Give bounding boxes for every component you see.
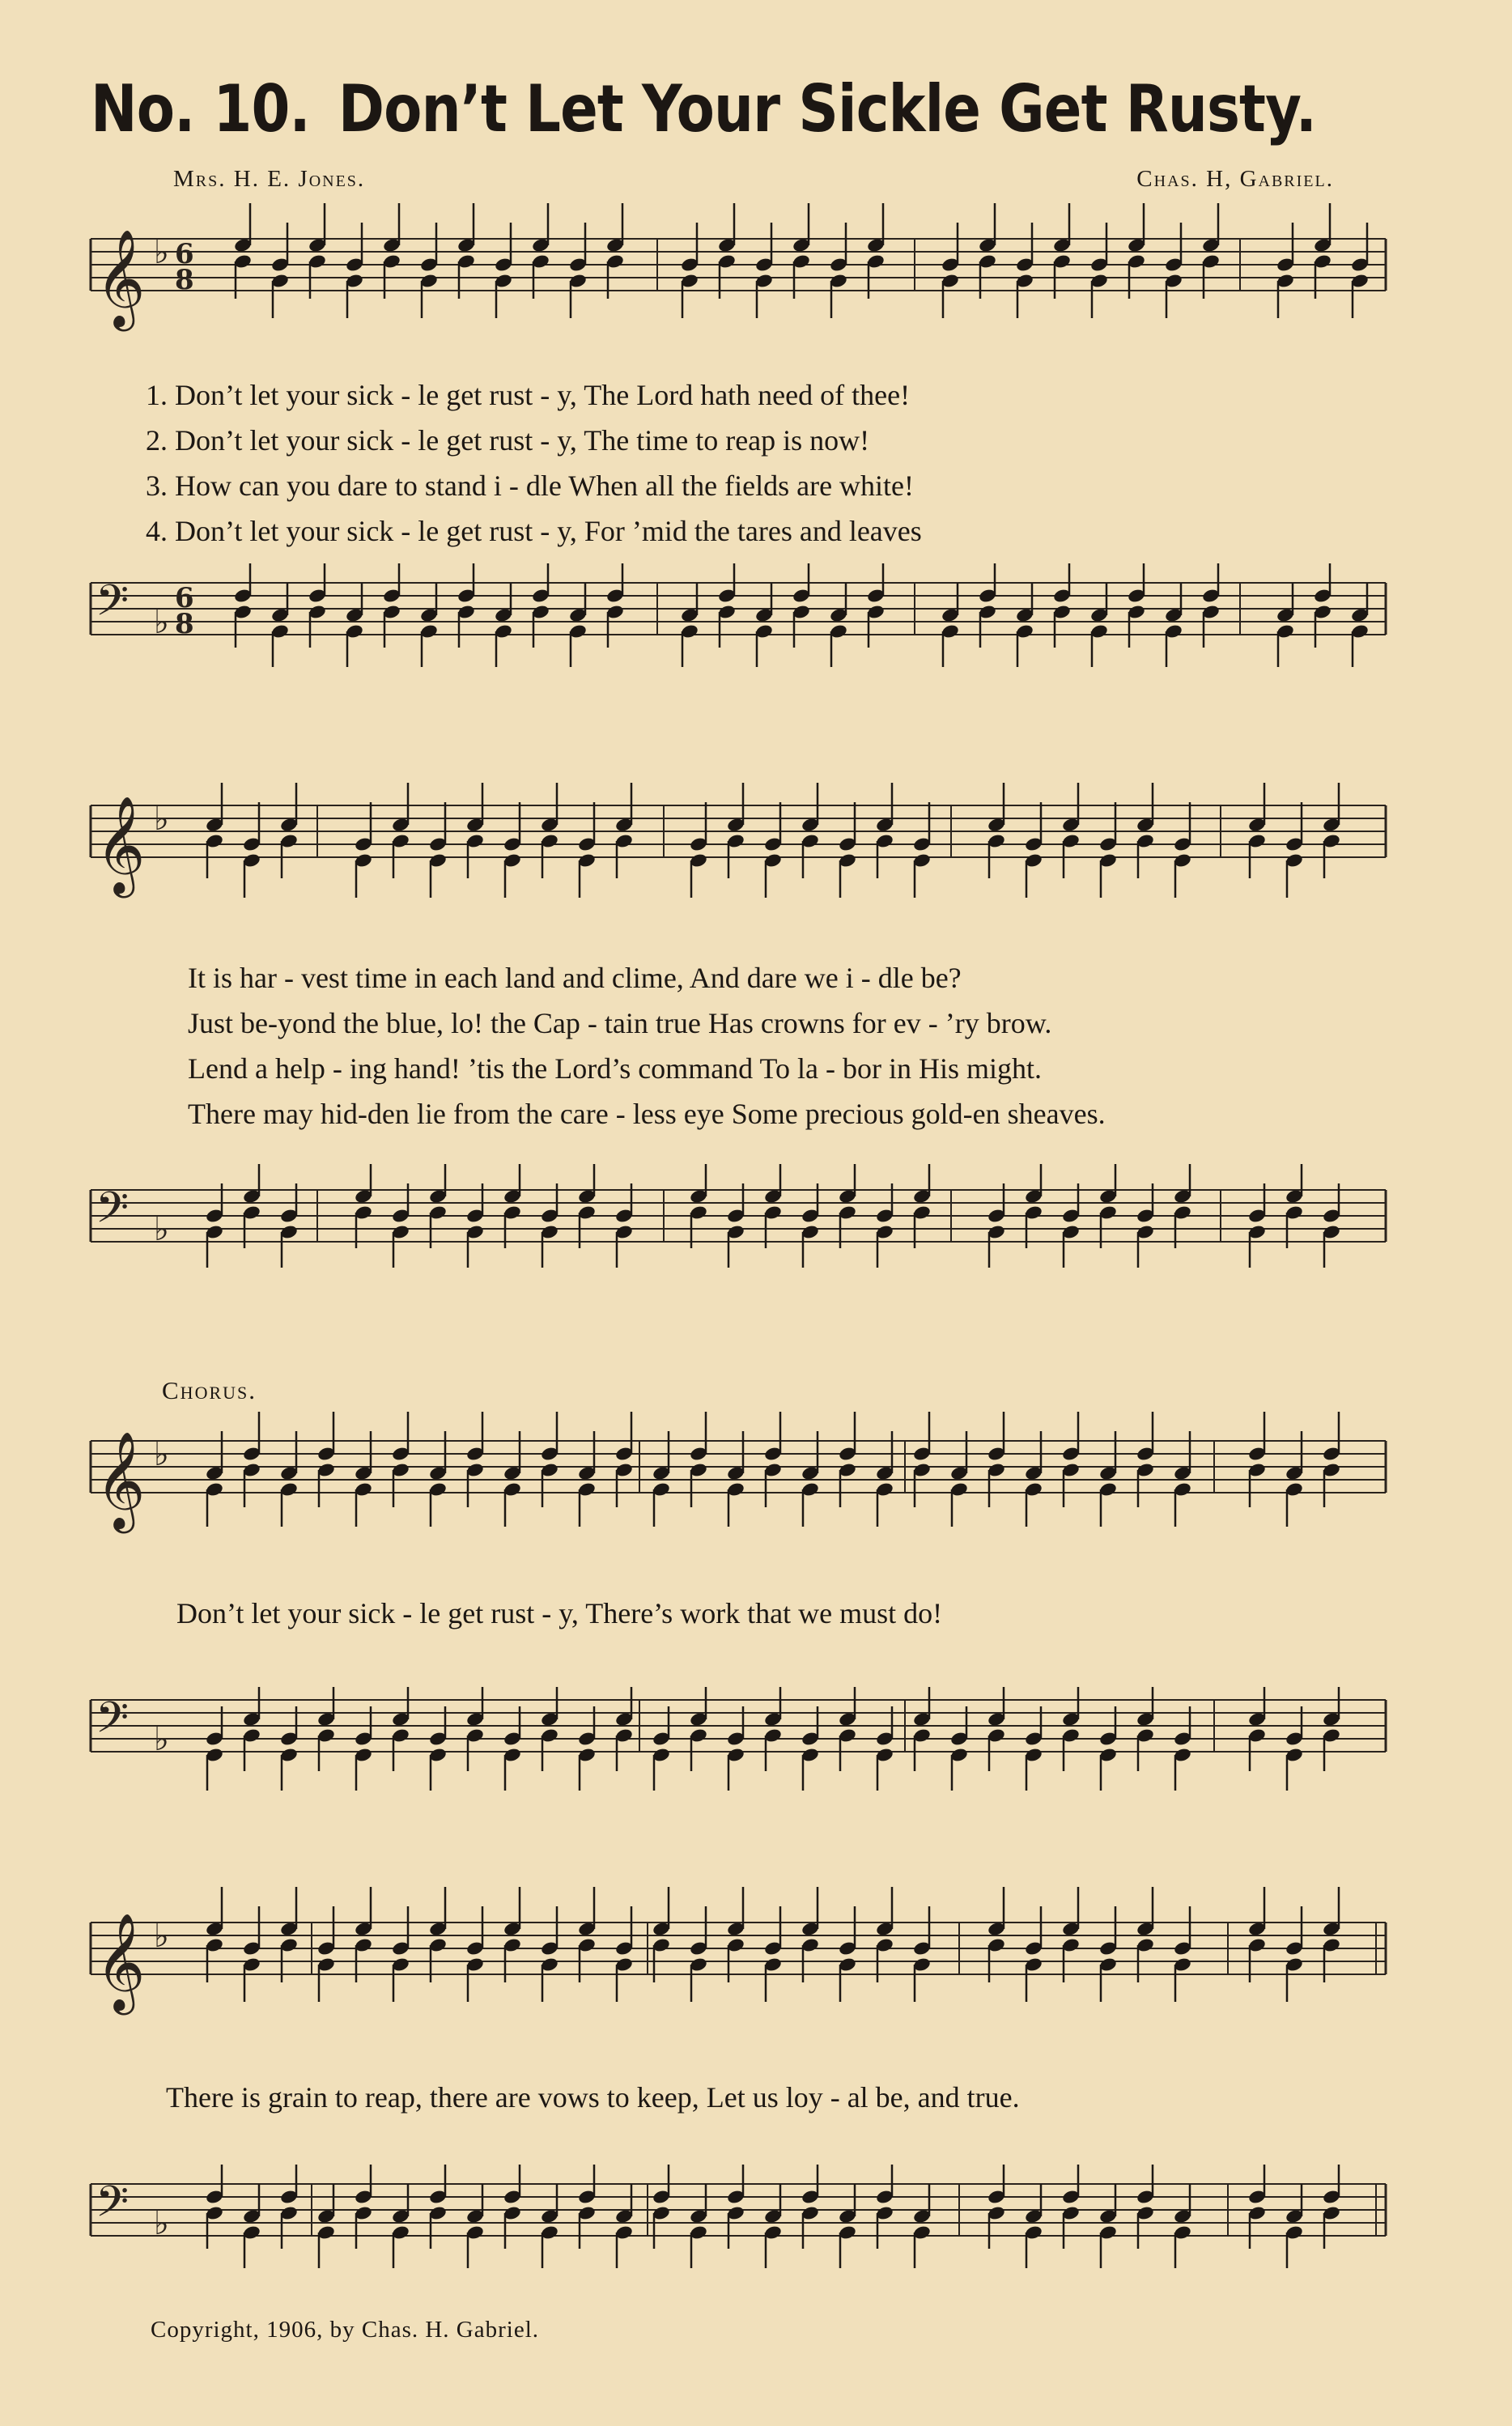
treble-clef: 𝄞 <box>96 795 146 894</box>
verse-2-line-1: 2. Don’t let your sick - le get rust - y, The time to reap is now! <box>146 424 870 457</box>
key-signature-flat: ♭ <box>154 1436 169 1473</box>
system-1-treble-staff <box>0 223 1512 352</box>
hymn-title-line <box>91 71 1317 147</box>
lyricist-credit: Mrs. H. E. Jones. <box>173 166 366 192</box>
treble-clef: 𝄞 <box>96 228 146 327</box>
verse-4-line-2: There may hid-den lie from the care - less eye Some precious gold-en sheaves. <box>188 1098 1106 1130</box>
chorus-label: Chorus. <box>162 1376 257 1404</box>
key-signature-flat: ♭ <box>154 2205 169 2242</box>
verse-3-line-1: 3. How can you dare to stand i - dle When all the fields are white! <box>146 469 915 502</box>
chorus-line-2: There is grain to reap, there are vows to keep, Let us loy - al be, and true. <box>166 2081 1020 2114</box>
key-signature-flat: ♭ <box>154 604 169 641</box>
treble-clef: 𝄞 <box>96 1430 146 1529</box>
key-signature-flat: ♭ <box>154 1721 169 1758</box>
system-3-bass-staff <box>0 1684 1512 1813</box>
verse-lyrics <box>146 372 1360 554</box>
verse-4-line-1: 4. Don’t let your sick - le get rust - y, For ’mid the tares and leaves <box>146 515 922 547</box>
hymn-number: No. 10. <box>91 71 310 147</box>
system-3-treble-staff <box>0 1425 1512 1554</box>
time-signature-numerator: 6 <box>175 582 194 614</box>
time-signature-numerator: 6 <box>175 238 194 270</box>
copyright-notice: Copyright, 1906, by Chas. H. Gabriel. <box>151 2317 540 2343</box>
system-4-bass-staff <box>0 2168 1512 2297</box>
verse-1-line-1: 1. Don’t let your sick - le get rust - y, The Lord hath need of thee! <box>146 379 911 411</box>
system-2-bass-staff <box>0 1174 1512 1303</box>
key-signature-flat: ♭ <box>154 801 169 838</box>
bass-clef: 𝄢 <box>96 576 130 636</box>
verse-1-line-2: It is har - vest time in each land and clime, And dare we i - dle be? <box>188 962 962 994</box>
chorus-line-1: Don’t let your sick - le get rust - y, There’s work that we must do! <box>176 1597 943 1629</box>
time-signature-denominator: 8 <box>175 608 194 640</box>
key-signature-flat: ♭ <box>154 1918 169 1955</box>
bass-clef: 𝄢 <box>96 2177 130 2237</box>
system-1-bass-staff <box>0 567 1512 696</box>
verse-3-line-2: Lend a help - ing hand! ’tis the Lord’s command To la - bor in His might. <box>188 1052 1042 1085</box>
composer-credit: Chas. H, Gabriel. <box>1136 166 1334 192</box>
key-signature-flat: ♭ <box>154 1211 169 1248</box>
verse-2-line-2: Just be-yond the blue, lo! the Cap - tain true Has crowns for ev - ’ry brow. <box>188 1007 1052 1039</box>
key-signature-flat: ♭ <box>154 234 169 271</box>
bass-clef: 𝄢 <box>96 1693 130 1753</box>
hymn-title: Don’t Let Your Sickle Get Rusty. <box>338 71 1317 147</box>
time-signature-denominator: 8 <box>175 264 194 296</box>
verse-lyrics-continued <box>188 955 1361 1137</box>
system-4-treble-staff <box>0 1906 1512 2036</box>
bass-clef: 𝄢 <box>96 1183 130 1243</box>
system-2-treble-staff <box>0 789 1512 919</box>
treble-clef: 𝄞 <box>96 1912 146 2011</box>
